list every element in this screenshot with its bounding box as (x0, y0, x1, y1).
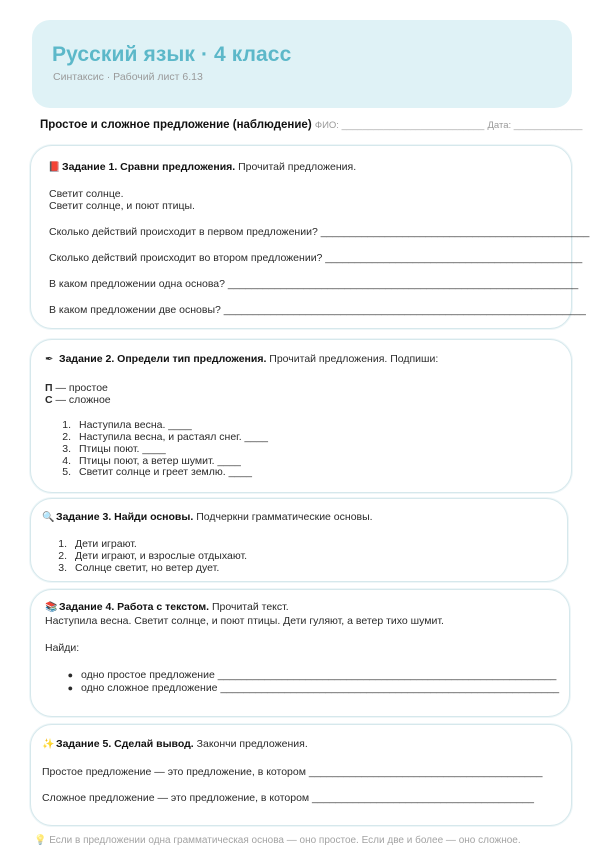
date-field[interactable]: Дата: _____________ (487, 120, 583, 131)
conclusion-line-1[interactable]: Простое предложение — это предложение, в котором ________________________________________ (42, 766, 543, 778)
task-4-card (30, 589, 570, 717)
question-4[interactable]: В каком предложении две основы? ______________________________________________________________ (49, 304, 586, 316)
task-3-instruction: Подчеркни грамматические основы. (193, 511, 373, 523)
task-3-card (30, 498, 568, 582)
task-3-header (42, 511, 373, 523)
task-2-header (45, 353, 438, 365)
legend-simple-text: — простое (52, 382, 108, 394)
task-5-header (42, 738, 308, 750)
task-1-card (30, 145, 590, 329)
find-label: Найди: (45, 642, 80, 654)
page-title: Русский язык · 4 класс (52, 43, 292, 66)
footer-tip (34, 835, 521, 846)
question-2[interactable]: Сколько действий происходит во втором предложении? ____________________________________________ (49, 252, 583, 264)
legend-complex-key: С (45, 394, 53, 406)
books-icon: 📚 (45, 602, 58, 613)
task-4-text: Наступила весна. Светит солнце, и поют птицы. Дети гуляют, а ветер тихо шумит. (45, 615, 444, 627)
worksheet-header (32, 20, 572, 108)
bullet-icon: ● (67, 683, 73, 693)
question-3[interactable]: В каком предложении одна основа? ____________________________________________________________ (49, 278, 579, 290)
list-item[interactable]: 2. Наступила весна, и растаял снег. ____ (62, 431, 268, 443)
task-1-title: Задание 1. Сравни предложения. (62, 161, 236, 173)
book-icon: 📕 (48, 162, 61, 173)
footer-text: Если в предложении одна грамматическая основа — оно простое. Если две и более — оно сложное. (49, 835, 521, 846)
topic-row (40, 119, 583, 131)
task-1-instruction: Прочитай предложения. (235, 161, 357, 173)
task-1-header (48, 161, 356, 173)
list-item[interactable]: ● одно простое предложение __________________________________________________________ (53, 669, 556, 681)
task-5-title: Задание 5. Сделай вывод. (56, 738, 194, 750)
question-1[interactable]: Сколько действий происходит в первом предложении? ______________________________________________ (49, 226, 590, 238)
task-2-card (30, 339, 572, 493)
task-4-instruction: Прочитай текст. (209, 601, 289, 613)
list-item[interactable]: 1. Дети играют. (58, 538, 137, 550)
task-4-header (45, 601, 289, 613)
lightbulb-icon: 💡 (34, 835, 47, 846)
task-3-title: Задание 3. Найди основы. (56, 511, 194, 523)
fio-field[interactable]: ФИО: ___________________________ (314, 120, 485, 131)
legend-complex-text: — сложное (52, 394, 111, 406)
bullet-icon: ● (67, 670, 73, 680)
list-item[interactable]: 3. Солнце светит, но ветер дует. (58, 562, 220, 574)
list-item[interactable]: 2. Дети играют, и взрослые отдыхают. (58, 550, 248, 562)
task-5-card (30, 724, 572, 826)
pen-icon: ✒ (45, 354, 54, 365)
list-item[interactable]: 5. Светит солнце и греет землю. ____ (62, 466, 252, 478)
legend-simple-key: П (45, 382, 53, 394)
list-item[interactable]: ● одно сложное предложение __________________________________________________________ (53, 682, 559, 694)
task-4-title: Задание 4. Работа с текстом. (59, 601, 210, 613)
legend-simple (45, 382, 108, 394)
sentence-2: Светит солнце, и поют птицы. (49, 200, 195, 212)
task-2-instruction: Прочитай предложения. Подпиши: (266, 353, 439, 365)
topic-title: Простое и сложное предложение (наблюдение) (40, 119, 312, 131)
list-item[interactable]: 3. Птицы поют. ____ (62, 443, 166, 455)
sparkles-icon: ✨ (42, 739, 55, 750)
conclusion-line-2[interactable]: Сложное предложение — это предложение, в котором ______________________________________ (42, 792, 534, 804)
list-item[interactable]: 4. Птицы поют, а ветер шумит. ____ (62, 455, 241, 467)
legend-complex (45, 394, 111, 406)
magnifier-icon: 🔍 (42, 512, 55, 523)
sentence-1: Светит солнце. (49, 188, 124, 200)
page-subtitle: Синтаксис · Рабочий лист 6.13 (53, 71, 203, 83)
task-5-instruction: Закончи предложения. (193, 738, 308, 750)
list-item[interactable]: 1. Наступила весна. ____ (62, 419, 192, 431)
task-2-title: Задание 2. Определи тип предложения. (59, 353, 267, 365)
